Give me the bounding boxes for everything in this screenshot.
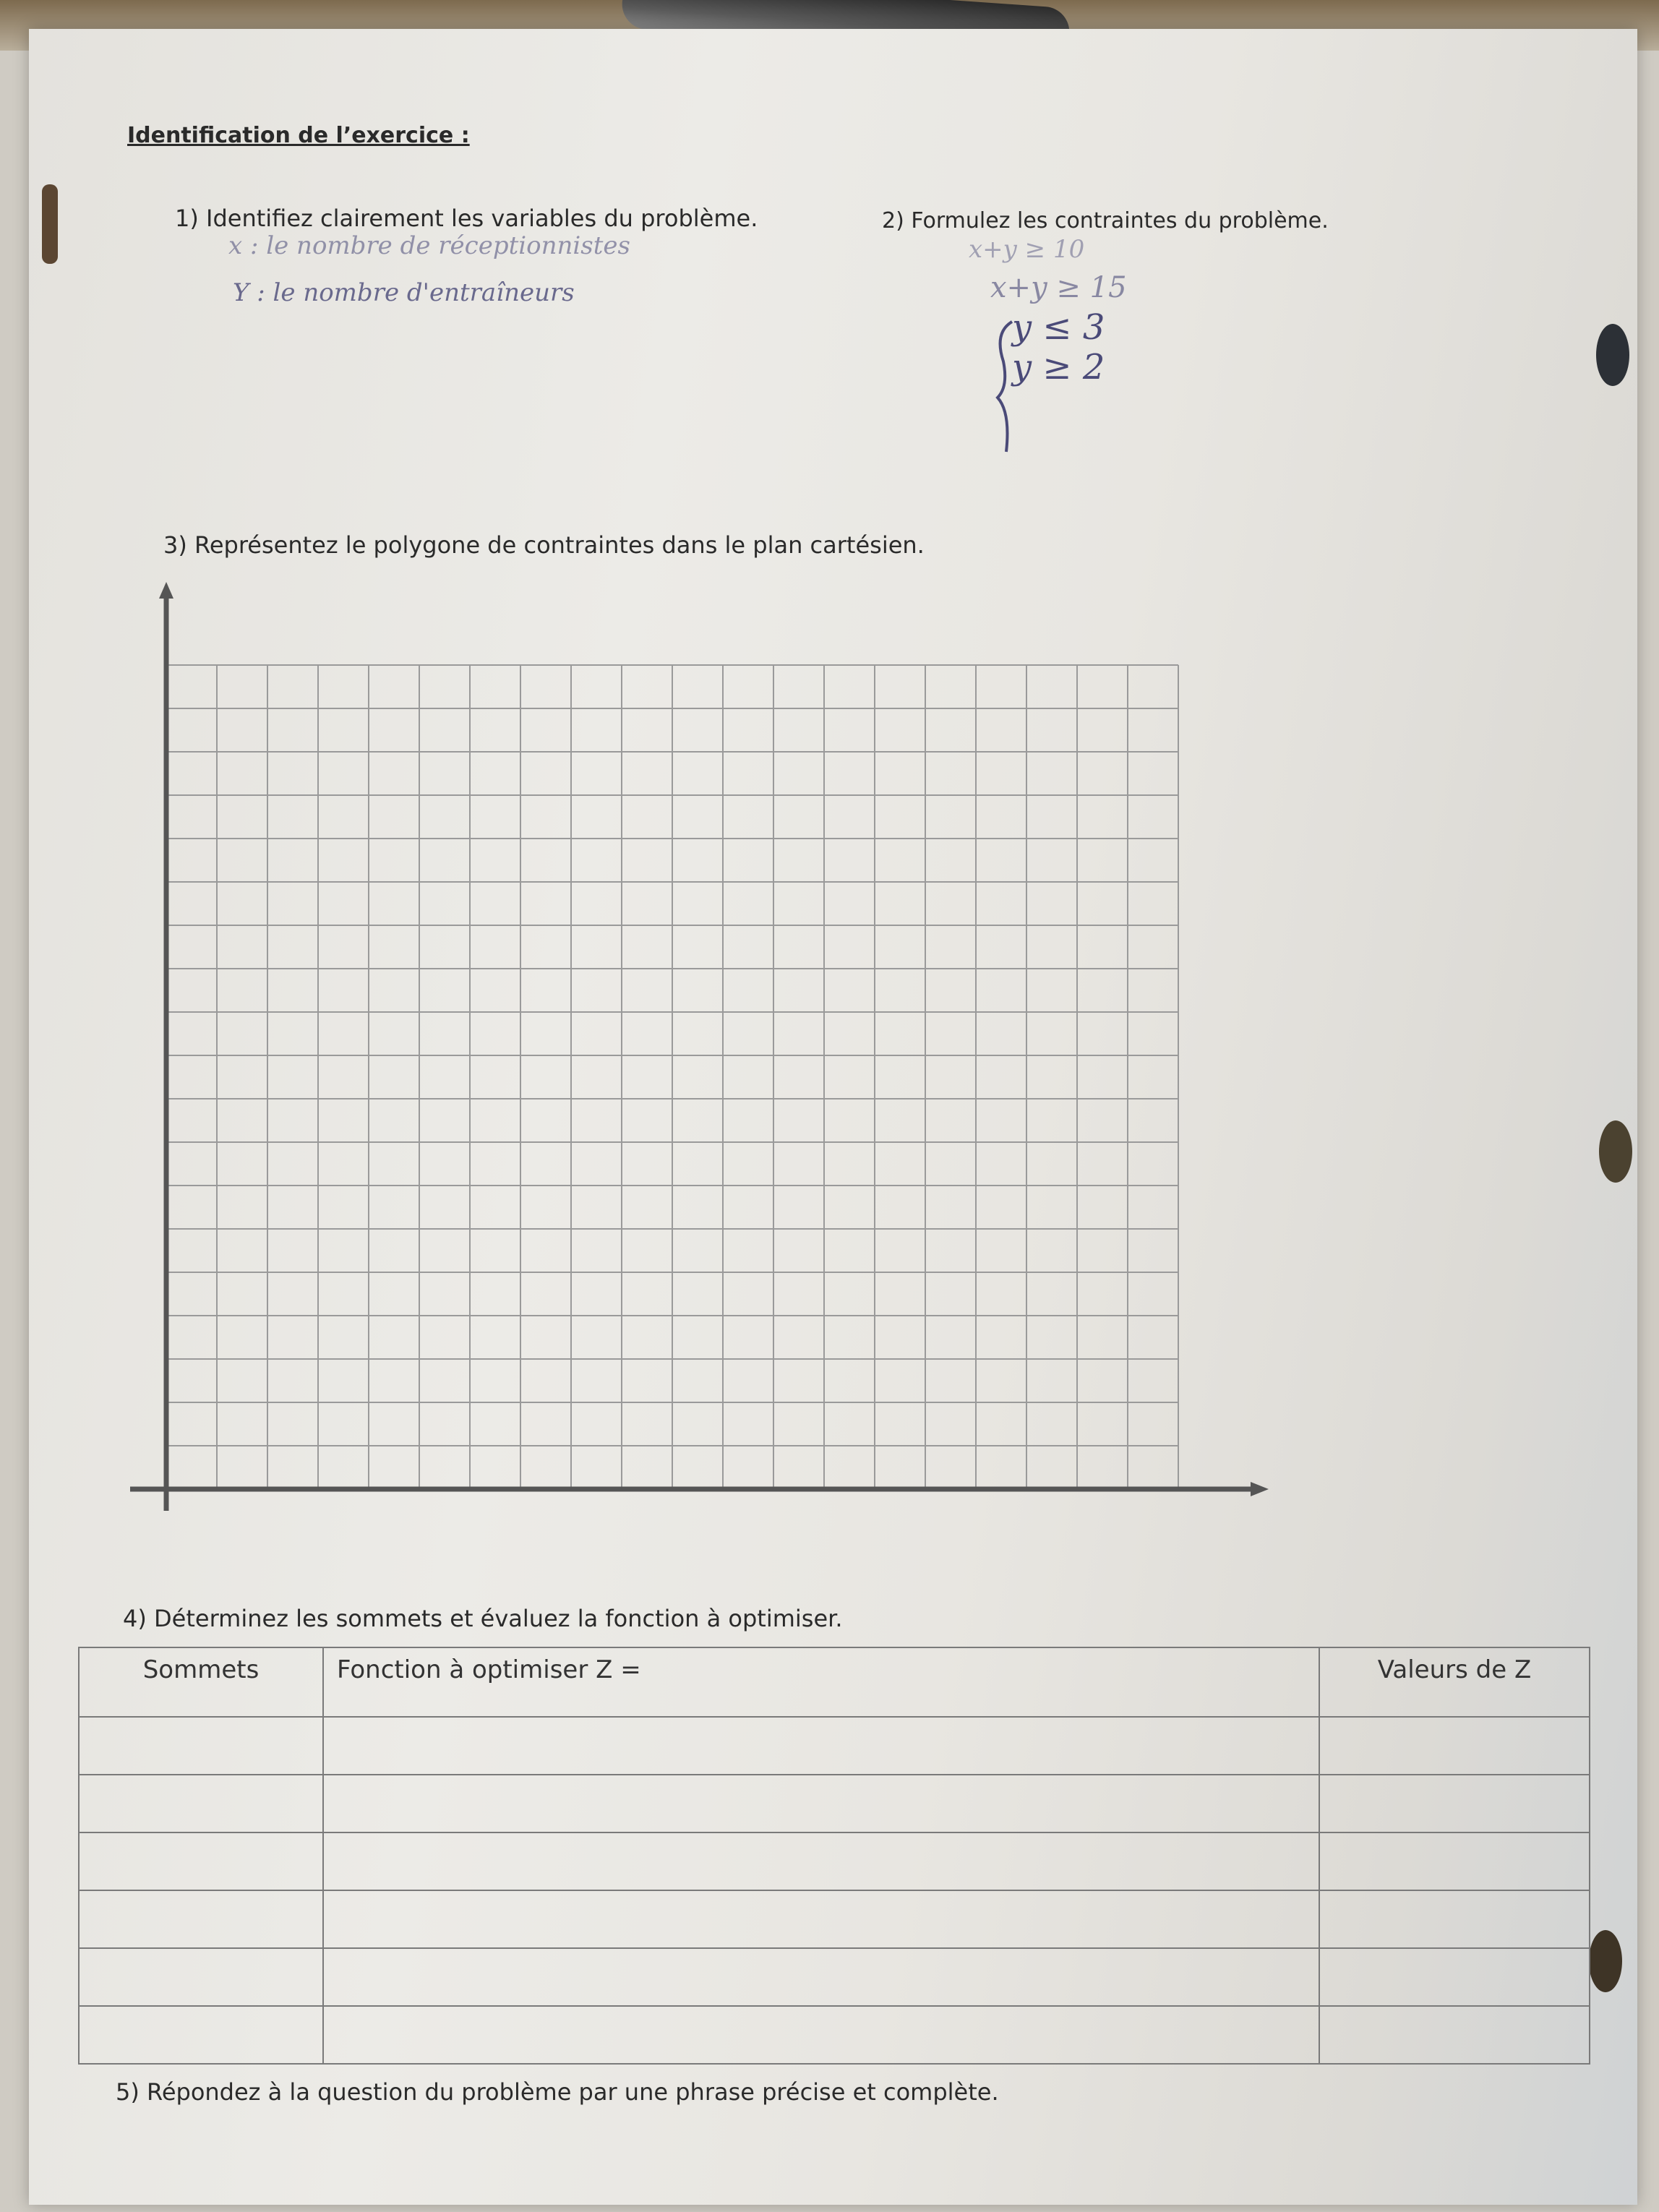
punch-hole	[1589, 1930, 1622, 1992]
table-cell[interactable]	[1319, 1832, 1590, 1890]
table-row	[79, 2006, 1590, 2064]
brace-stroke	[990, 318, 1019, 455]
punch-hole	[1596, 324, 1629, 386]
handwritten-variable-y: Y : le nombre d'entraîneurs	[233, 278, 575, 307]
table-cell[interactable]	[323, 2006, 1319, 2064]
vertices-table	[78, 1647, 1590, 2065]
y-axis-arrow	[159, 582, 173, 599]
table-cell[interactable]	[323, 1775, 1319, 1832]
table-cell[interactable]	[1319, 1717, 1590, 1775]
question-1: 1) Identifiez clairement les variables du problème.	[175, 205, 758, 232]
grid-svg	[123, 578, 1294, 1547]
constraint-line: x+y ≥ 15	[990, 271, 1127, 304]
table-cell[interactable]	[1319, 2006, 1590, 2064]
constraint-line: x+y ≥ 10	[969, 235, 1085, 264]
table-cell[interactable]	[79, 1775, 323, 1832]
table-cell[interactable]	[79, 1832, 323, 1890]
table-row	[79, 1890, 1590, 1948]
header-sommets: Sommets	[79, 1647, 323, 1717]
table-cell[interactable]	[79, 1717, 323, 1775]
binder-clip	[42, 184, 58, 264]
table-header-row	[79, 1647, 1590, 1717]
question-3: 3) Représentez le polygone de contraintes dans le plan cartésien.	[163, 531, 925, 559]
table-cell[interactable]	[323, 1948, 1319, 2006]
table-cell[interactable]	[1319, 1775, 1590, 1832]
cartesian-plane	[123, 578, 1294, 1551]
table-row	[79, 1948, 1590, 2006]
table-cell[interactable]	[79, 1948, 323, 2006]
grid-lines	[166, 665, 1178, 1489]
punch-hole	[1599, 1120, 1632, 1183]
constraint-line: y ≤ 3	[1012, 307, 1105, 348]
table-cell[interactable]	[323, 1890, 1319, 1948]
handwritten-variable-x: x : le nombre de réceptionnistes	[228, 231, 630, 260]
question-4: 4) Déterminez les sommets et évaluez la fonction à optimiser.	[123, 1605, 843, 1632]
table-cell[interactable]	[1319, 1948, 1590, 2006]
table-cell[interactable]	[323, 1832, 1319, 1890]
table-cell[interactable]	[323, 1717, 1319, 1775]
table-cell[interactable]	[79, 1890, 323, 1948]
header-fonction: Fonction à optimiser Z =	[323, 1647, 1319, 1717]
x-axis-arrow	[1251, 1482, 1269, 1496]
table-row	[79, 1832, 1590, 1890]
question-5: 5) Répondez à la question du problème par une phrase précise et complète.	[116, 2078, 999, 2106]
table-cell[interactable]	[79, 2006, 323, 2064]
page-title: Identification de l’exercice :	[127, 123, 470, 148]
header-valeurs: Valeurs de Z	[1319, 1647, 1590, 1717]
constraint-line: y ≥ 2	[1012, 347, 1105, 387]
question-2: 2) Formulez les contraintes du problème.	[882, 208, 1329, 233]
table-row	[79, 1717, 1590, 1775]
table-row	[79, 1775, 1590, 1832]
worksheet-page	[29, 29, 1637, 2205]
table-cell[interactable]	[1319, 1890, 1590, 1948]
